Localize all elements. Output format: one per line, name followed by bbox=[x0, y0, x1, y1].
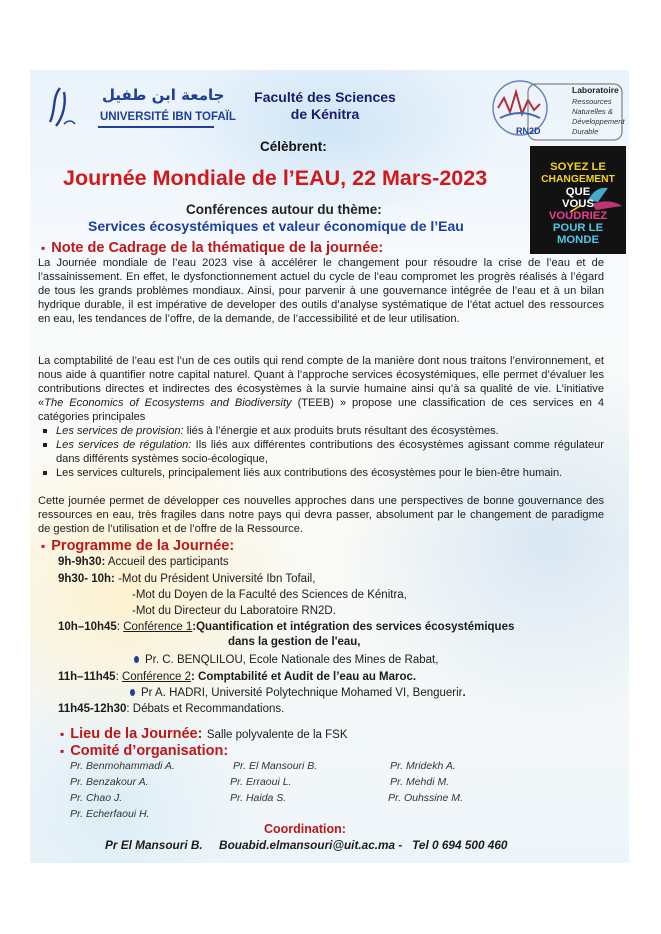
lab-logo-line: Durable bbox=[572, 127, 599, 136]
programme-time: 10h–10h45 bbox=[58, 621, 117, 633]
coordination-contact: Pr El Mansouri B. Bouabid.elmansouri@uit.ac.ma - Tel 0 694 500 460 bbox=[105, 838, 508, 852]
university-arabic-name: جامعة ابن طفيل bbox=[102, 86, 225, 104]
committee-member: Pr. Echerfaoui H. bbox=[70, 808, 150, 820]
programme-row bbox=[58, 620, 514, 634]
faculty-name-line1: Faculté des Sciences bbox=[254, 89, 396, 105]
lab-logo-line: Développement bbox=[572, 117, 625, 126]
campaign-poster bbox=[530, 146, 626, 254]
lab-logo bbox=[488, 78, 623, 142]
campaign-line: VOUDRIEZ bbox=[548, 210, 608, 222]
celebrent-label: Célèbrent: bbox=[260, 139, 327, 154]
campaign-line: POUR LE bbox=[552, 222, 604, 234]
committee-member: Pr. Mridekh A. bbox=[390, 760, 456, 772]
lab-logo-line: Ressources bbox=[572, 97, 612, 106]
comite-heading-text: Comité d’organisation: bbox=[70, 743, 229, 759]
committee-member: Pr. Ouhssine M. bbox=[388, 792, 463, 804]
bullet-icon bbox=[130, 689, 135, 696]
bullet-icon: ▪ bbox=[41, 241, 46, 255]
poster bbox=[30, 70, 629, 863]
comite-heading bbox=[60, 742, 228, 760]
programme-separator: : bbox=[116, 621, 124, 633]
conference-title bbox=[228, 635, 360, 649]
note-heading bbox=[41, 239, 383, 257]
note-paragraph-2 bbox=[38, 354, 604, 424]
programme-text: -Mot du Directeur du Laboratoire RN2D. bbox=[132, 605, 336, 617]
speaker-text-end: . bbox=[462, 687, 466, 699]
campaign-line: QUE bbox=[565, 186, 591, 198]
speaker-text: Pr. C. BENQLILOU, Ecole Nationale des Mines de Rabat, bbox=[145, 654, 439, 666]
campaign-line: MONDE bbox=[556, 234, 600, 246]
bullet-icon bbox=[134, 656, 139, 663]
coordination-heading: Coordination: bbox=[264, 822, 346, 836]
list-item-text: Les services culturels, principalement liés aux contributions des écosystèmes pour le bien-être humain. bbox=[56, 467, 563, 479]
bullet-icon bbox=[43, 443, 47, 447]
theme-intro: Conférences autour du thème: bbox=[186, 202, 382, 217]
conference-label: Conférence 1 bbox=[123, 621, 193, 633]
list-item bbox=[40, 424, 604, 438]
university-latin-name: UNIVERSITÉ IBN TOFAÏL bbox=[100, 111, 236, 123]
committee-member: Pr. Benzakour A. bbox=[70, 776, 149, 788]
programme-time: 9h30- 10h: bbox=[58, 573, 115, 585]
bullet-icon: ▪ bbox=[60, 744, 65, 758]
programme-time: 11h45-12h30 bbox=[58, 703, 127, 715]
programme-separator: : bbox=[115, 671, 122, 683]
bullet-icon: ▪ bbox=[60, 727, 65, 741]
lab-logo-line: Naturelles & bbox=[572, 107, 613, 116]
conference-title-line2: dans la gestion de l'eau, bbox=[228, 636, 361, 648]
university-logo bbox=[42, 80, 236, 134]
note-paragraph-1: La Journée mondiale de l’eau 2023 vise à accélérer le changement pour résoudre la crise de l’eau et de l’assainissement. En effet, le dysfonctionnement actuel du cycle de l’eau compromet les progrès réalisés à l’égard de tous les grands problèmes mondiaux. Ainsi, pour parvenir à une gouvernance intégrée de l’eau et à un bilan hydrique durable, il est impérative de developer des outils d’analyse systématique de l’état actuel des ressources en eau, les tendances de l’offre, de la demande, de l’accessibilité et de leur utilisation. bbox=[38, 257, 604, 325]
list-item-text: liés à l’énergie et aux produits bruts résultant des écosystèmes. bbox=[183, 425, 499, 437]
conference-label: Conférence 2 bbox=[121, 671, 191, 683]
campaign-line: VOUS bbox=[561, 198, 594, 210]
lieu-heading: Lieu de la Journée: bbox=[70, 726, 203, 742]
lieu-row bbox=[60, 725, 348, 743]
bullet-icon bbox=[43, 429, 47, 433]
teeb-title: The Economics of Ecosystems and Biodiversity bbox=[44, 397, 292, 409]
bullet-icon: ▪ bbox=[41, 539, 46, 553]
programme-row bbox=[58, 670, 416, 684]
programme-text: -Mot du Président Université Ibn Tofail, bbox=[114, 573, 316, 585]
conference-title: :Quantification et intégration des services écosystémiques bbox=[192, 621, 515, 633]
list-item-label: Les services de provision: bbox=[56, 425, 184, 437]
list-item-label: Les services de régulation: bbox=[56, 439, 192, 451]
list-item bbox=[40, 466, 604, 480]
programme-row bbox=[58, 702, 284, 716]
programme-heading bbox=[41, 537, 234, 555]
campaign-line: SOYEZ LE bbox=[550, 161, 606, 173]
committee-member: Pr. Erraoui L. bbox=[230, 776, 292, 788]
committee-member: Pr. Chao J. bbox=[70, 792, 123, 804]
bullet-icon bbox=[43, 471, 47, 475]
list-item-text: Ils liés aux différentes contributions des écosystèmes agissant comme régulateur dans différents systèmes socio-écologique, bbox=[56, 439, 605, 465]
speaker-row bbox=[130, 686, 466, 700]
speaker-row bbox=[134, 653, 438, 667]
committee-member: Pr. Mehdi M. bbox=[390, 776, 450, 788]
note-paragraph-3: Cette journée permet de développer ces nouvelles approches dans une perspectives de bonne gouvernance des ressources en eau, très fragiles dans notre pays qui devra passer, absolument par le changement de paradigme de gestion de l’utilisation et de l’offre de la Ressource. bbox=[38, 495, 604, 535]
speaker-text: Pr A. HADRI, Université Polytechnique Mohamed VI, Benguerir bbox=[141, 687, 463, 699]
programme-time: 9h-9h30: bbox=[58, 556, 106, 568]
note-heading-text: Note de Cadrage de la thématique de la journée: bbox=[51, 240, 384, 256]
programme-text: Accueil des participants bbox=[105, 556, 229, 568]
programme-text: -Mot du Doyen de la Faculté des Sciences de Kénitra, bbox=[132, 589, 407, 601]
list-item bbox=[40, 438, 604, 466]
programme-row bbox=[58, 555, 229, 569]
lab-logo-title: Laboratoire bbox=[572, 85, 619, 95]
lieu-value: Salle polyvalente de la FSK bbox=[206, 729, 348, 741]
committee-member: Pr. Haida S. bbox=[230, 792, 287, 804]
campaign-line: CHANGEMENT bbox=[541, 174, 615, 185]
programme-time: 11h–11h45 bbox=[58, 671, 116, 683]
theme-title: Services écosystémiques et valeur économique de l’Eau bbox=[88, 218, 464, 234]
programme-row bbox=[58, 572, 315, 586]
conference-title: : Comptabilité et Audit de l’eau au Maroc. bbox=[191, 671, 417, 683]
faculty-name-line2: de Kénitra bbox=[290, 106, 360, 122]
programme-text: : Débats et Recommandations. bbox=[126, 703, 285, 715]
lab-logo-code: RN2D bbox=[516, 126, 541, 136]
committee-member: Pr. El Mansouri B. bbox=[233, 760, 318, 772]
programme-heading-text: Programme de la Journée: bbox=[51, 538, 235, 554]
university-logo-underline bbox=[98, 126, 214, 128]
note-paragraph-2-end: (TEEB) » propose une classification de ces services en 4 catégories principales bbox=[38, 397, 604, 423]
note-paragraph-2-text: La comptabilité de l’eau est l’un de ces outils qui rend compte de la manière dont nous traitons l’environnement, et nous aide à quantifier notre capital naturel. Quant à l’approche services écosystémiques, elle permet d’évaluer les contributions directes et indirectes des écosystèmes à la survie humaine ainsi qu’à sa qualité de vie. L’initiative « bbox=[38, 355, 604, 409]
committee-member: Pr. Benmohammadi A. bbox=[70, 760, 175, 772]
page-title: Journée Mondiale de l’EAU, 22 Mars-2023 bbox=[63, 166, 488, 190]
